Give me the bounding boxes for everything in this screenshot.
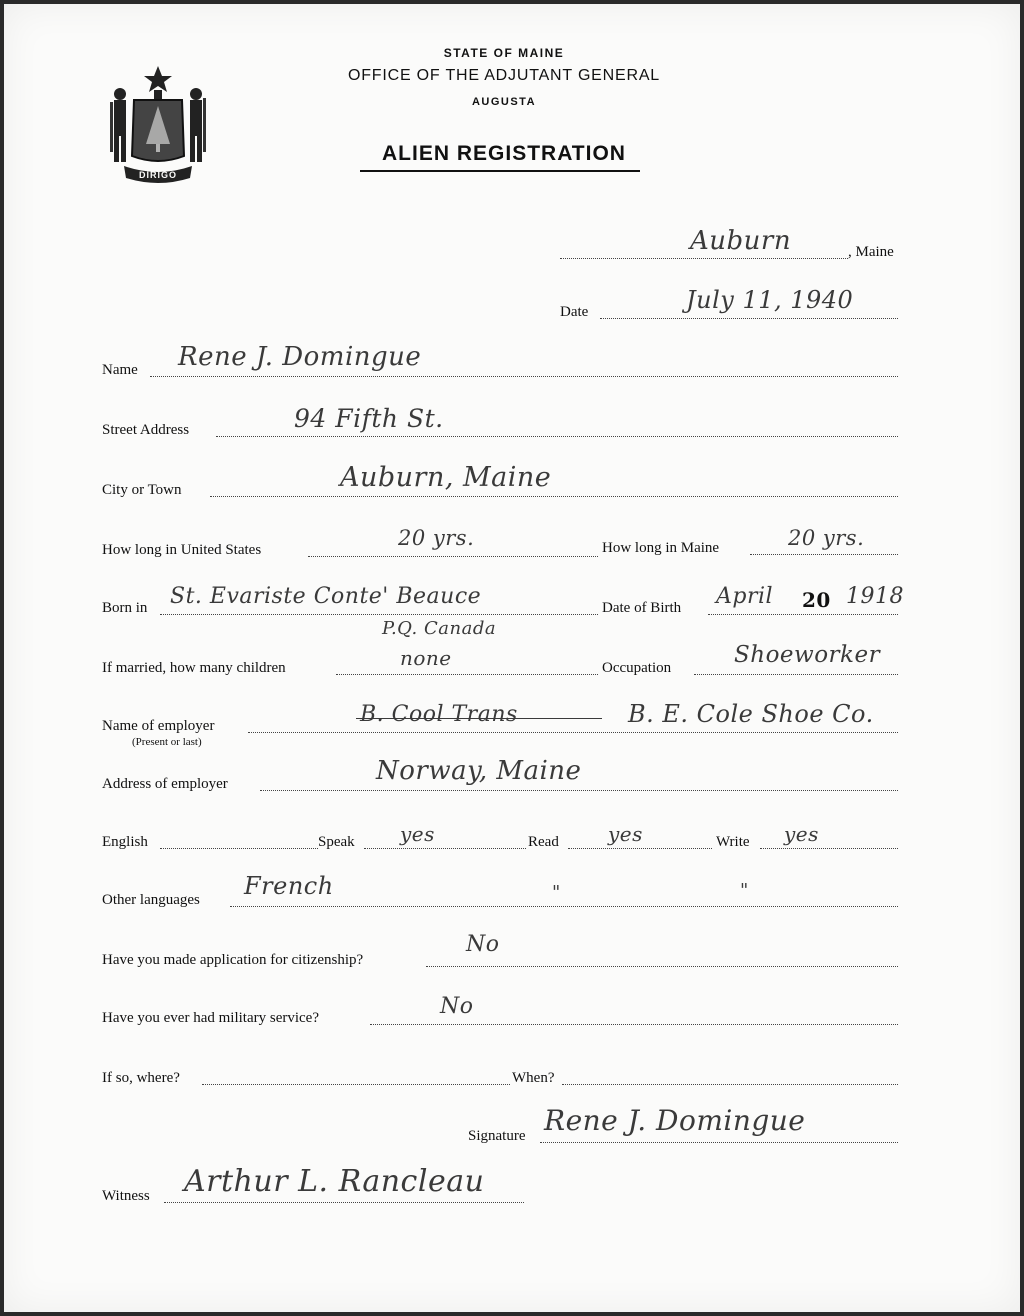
city-line xyxy=(210,496,898,497)
city-label: City or Town xyxy=(102,482,182,498)
name-label: Name xyxy=(102,362,138,378)
military-entry: No xyxy=(440,994,474,1019)
how-long-maine-label: How long in Maine xyxy=(602,540,720,556)
other-languages-label: Other languages xyxy=(102,892,200,908)
title-underline xyxy=(360,170,640,172)
registration-form-page xyxy=(4,4,1020,1312)
where-label: If so, where? xyxy=(102,1070,180,1086)
when-line xyxy=(562,1084,898,1085)
employer-entry: B. E. Cole Shoe Co. xyxy=(628,700,874,728)
write-label: Write xyxy=(716,834,750,850)
english-label: English xyxy=(102,834,148,850)
signature-label: Signature xyxy=(468,1128,526,1144)
dob-line xyxy=(708,614,898,615)
born-in-entry: St. Evariste Conte' Beauce xyxy=(170,584,482,609)
occupation-entry: Shoeworker xyxy=(734,642,881,668)
occupation-label: Occupation xyxy=(602,660,672,676)
read-label: Read xyxy=(528,834,559,850)
place-line xyxy=(560,258,848,259)
how-long-us-line xyxy=(308,556,598,557)
speak-entry: yes xyxy=(400,822,435,846)
signature-entry: Rene J. Domingue xyxy=(544,1104,806,1137)
office-heading: OFFICE OF THE ADJUTANT GENERAL xyxy=(347,67,661,84)
citizenship-entry: No xyxy=(466,932,500,957)
city-heading: AUGUSTA xyxy=(471,96,537,108)
name-line xyxy=(150,376,898,377)
street-label: Street Address xyxy=(102,422,190,438)
employer-struck-entry: B. Cool Trans xyxy=(360,702,518,727)
employer-line xyxy=(248,732,898,733)
date-label: Date xyxy=(560,304,589,320)
born-in-entry-line2: P.Q. Canada xyxy=(382,618,497,639)
maine-state-seal-icon xyxy=(104,60,212,184)
occupation-line xyxy=(694,674,898,675)
how-long-us-label: How long in United States xyxy=(102,542,262,558)
date-line xyxy=(600,318,898,319)
speak-line xyxy=(364,848,526,849)
name-entry: Rene J. Domingue xyxy=(178,342,422,372)
street-line xyxy=(216,436,898,437)
children-label: If married, how many children xyxy=(102,660,286,676)
dob-day-entry: 20 xyxy=(802,588,831,612)
dob-month-entry: April xyxy=(716,584,774,609)
form-title: ALIEN REGISTRATION xyxy=(382,142,626,165)
other-languages-entry: French xyxy=(244,872,334,900)
other-languages-ditto-1: " xyxy=(552,882,561,903)
when-label: When? xyxy=(512,1070,555,1086)
read-line xyxy=(568,848,712,849)
signature-line xyxy=(540,1142,898,1143)
born-in-line xyxy=(160,614,598,615)
children-entry: none xyxy=(400,646,452,670)
witness-label: Witness xyxy=(102,1188,150,1204)
employer-strikethrough xyxy=(356,718,602,719)
children-line xyxy=(336,674,598,675)
dob-label: Date of Birth xyxy=(602,600,682,616)
other-languages-ditto-2: " xyxy=(740,880,749,901)
city-entry: Auburn, Maine xyxy=(340,462,552,493)
employer-address-entry: Norway, Maine xyxy=(376,756,582,786)
street-entry: 94 Fifth St. xyxy=(294,404,444,433)
witness-line xyxy=(164,1202,524,1203)
write-line xyxy=(760,848,898,849)
where-line xyxy=(202,1084,510,1085)
english-line xyxy=(160,848,318,849)
military-label: Have you ever had military service? xyxy=(102,1010,319,1026)
other-languages-line xyxy=(230,906,898,907)
date-entry: July 11, 1940 xyxy=(686,286,854,314)
state-heading: STATE OF MAINE xyxy=(443,46,565,60)
speak-label: Speak xyxy=(318,834,355,850)
place-entry: Auburn xyxy=(690,226,792,256)
citizenship-label: Have you made application for citizenship? xyxy=(102,952,364,968)
svg-text:DIRIGO: DIRIGO xyxy=(138,170,178,180)
how-long-us-entry: 20 yrs. xyxy=(398,526,475,550)
read-entry: yes xyxy=(608,822,643,846)
how-long-maine-entry: 20 yrs. xyxy=(788,526,865,550)
witness-entry: Arthur L. Rancleau xyxy=(184,1164,485,1199)
how-long-maine-line xyxy=(750,554,898,555)
place-suffix-label: , Maine xyxy=(848,244,894,260)
dob-year-entry: 1918 xyxy=(846,584,904,609)
employer-label: Name of employer xyxy=(102,718,215,734)
military-line xyxy=(370,1024,898,1025)
employer-address-line xyxy=(260,790,898,791)
born-in-label: Born in xyxy=(102,600,148,616)
employer-address-label: Address of employer xyxy=(102,776,228,792)
write-entry: yes xyxy=(784,822,819,846)
citizenship-line xyxy=(426,966,898,967)
employer-sub-label: (Present or last) xyxy=(132,736,202,748)
